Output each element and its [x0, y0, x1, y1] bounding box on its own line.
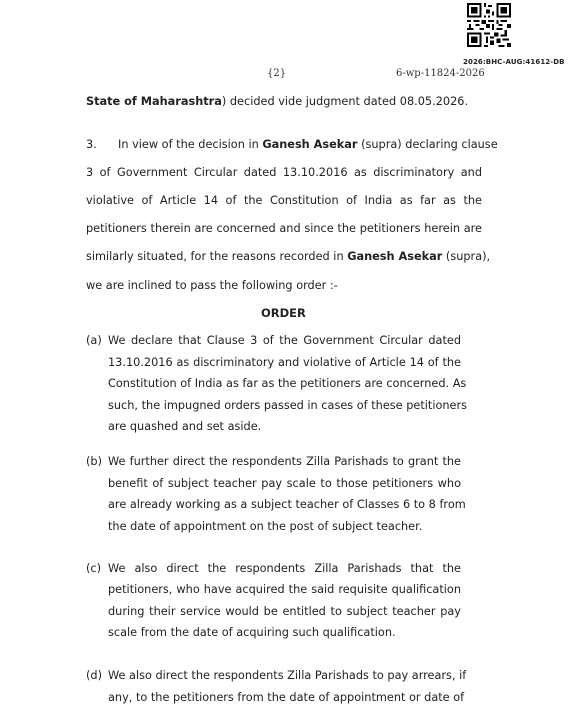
- bold-name: Ganesh Asekar: [347, 250, 443, 263]
- bold-name: State of Maharashtra: [86, 95, 222, 108]
- item-label: (d): [86, 669, 102, 682]
- item-line: petitioners, who have acquired the said requisite qualification: [108, 583, 461, 596]
- item-label: (b): [86, 455, 102, 468]
- item-line: We declare that Clause 3 of the Government Circular dated: [108, 334, 461, 347]
- paragraph-line: [118, 138, 498, 152]
- paragraph-line: 3 of Government Circular dated 13.10.2016 as discriminatory and: [86, 166, 482, 179]
- text: similarly situated, for the reasons recorded in: [86, 250, 348, 263]
- page-number: {2}: [267, 68, 287, 79]
- text: (supra),: [442, 250, 491, 263]
- item-line: scale from the date of acquiring such qualification.: [108, 626, 396, 639]
- item-line: We further direct the respondents Zilla Parishads to grant the: [108, 455, 461, 468]
- case-number: 6-wp-11824-2026: [396, 68, 485, 79]
- item-line: We also direct the respondents Zilla Parishads to pay arrears, if: [108, 669, 467, 682]
- paragraph-line: violative of Article 14 of the Constitution of India as far as the: [86, 194, 482, 207]
- court-code: 2026:BHC-AUG:41612-DB: [463, 58, 565, 66]
- paragraph-line: [86, 250, 491, 264]
- continuation-line: [86, 95, 468, 109]
- item-line: 13.10.2016 as discriminatory and violative of Article 14 of the: [108, 356, 461, 369]
- order-heading: ORDER: [261, 306, 306, 320]
- item-line: We also direct the respondents Zilla Parishads that the: [108, 562, 461, 575]
- item-line: any, to the petitioners from the date of appointment or date of: [108, 691, 465, 704]
- text: (supra) declaring clause: [357, 138, 498, 151]
- qr-code: [467, 3, 511, 47]
- item-line: are already working as a subject teacher of Classes 6 to 8 from: [108, 498, 466, 511]
- text: In view of the decision in: [118, 138, 263, 151]
- item-line: are quashed and set aside.: [108, 420, 262, 433]
- item-line: benefit of subject teacher pay scale to those petitioners who: [108, 477, 461, 490]
- bold-name: Ganesh Asekar: [262, 138, 358, 151]
- paragraph-line: petitioners therein are concerned and since the petitioners herein are: [86, 222, 482, 235]
- item-line: Constitution of India as far as the petitioners are concerned. As: [108, 377, 467, 390]
- text: ) decided vide judgment dated 08.05.2026.: [221, 95, 469, 108]
- paragraph-line: we are inclined to pass the following order :-: [86, 279, 338, 292]
- item-line: the date of appointment on the post of subject teacher.: [108, 520, 423, 533]
- item-line: during their service would be entitled to subject teacher pay: [108, 605, 461, 618]
- item-line: such, the impugned orders passed in cases of these petitioners: [108, 399, 468, 412]
- item-label: (c): [86, 562, 102, 575]
- item-label: (a): [86, 334, 102, 347]
- paragraph-number: 3.: [86, 138, 97, 151]
